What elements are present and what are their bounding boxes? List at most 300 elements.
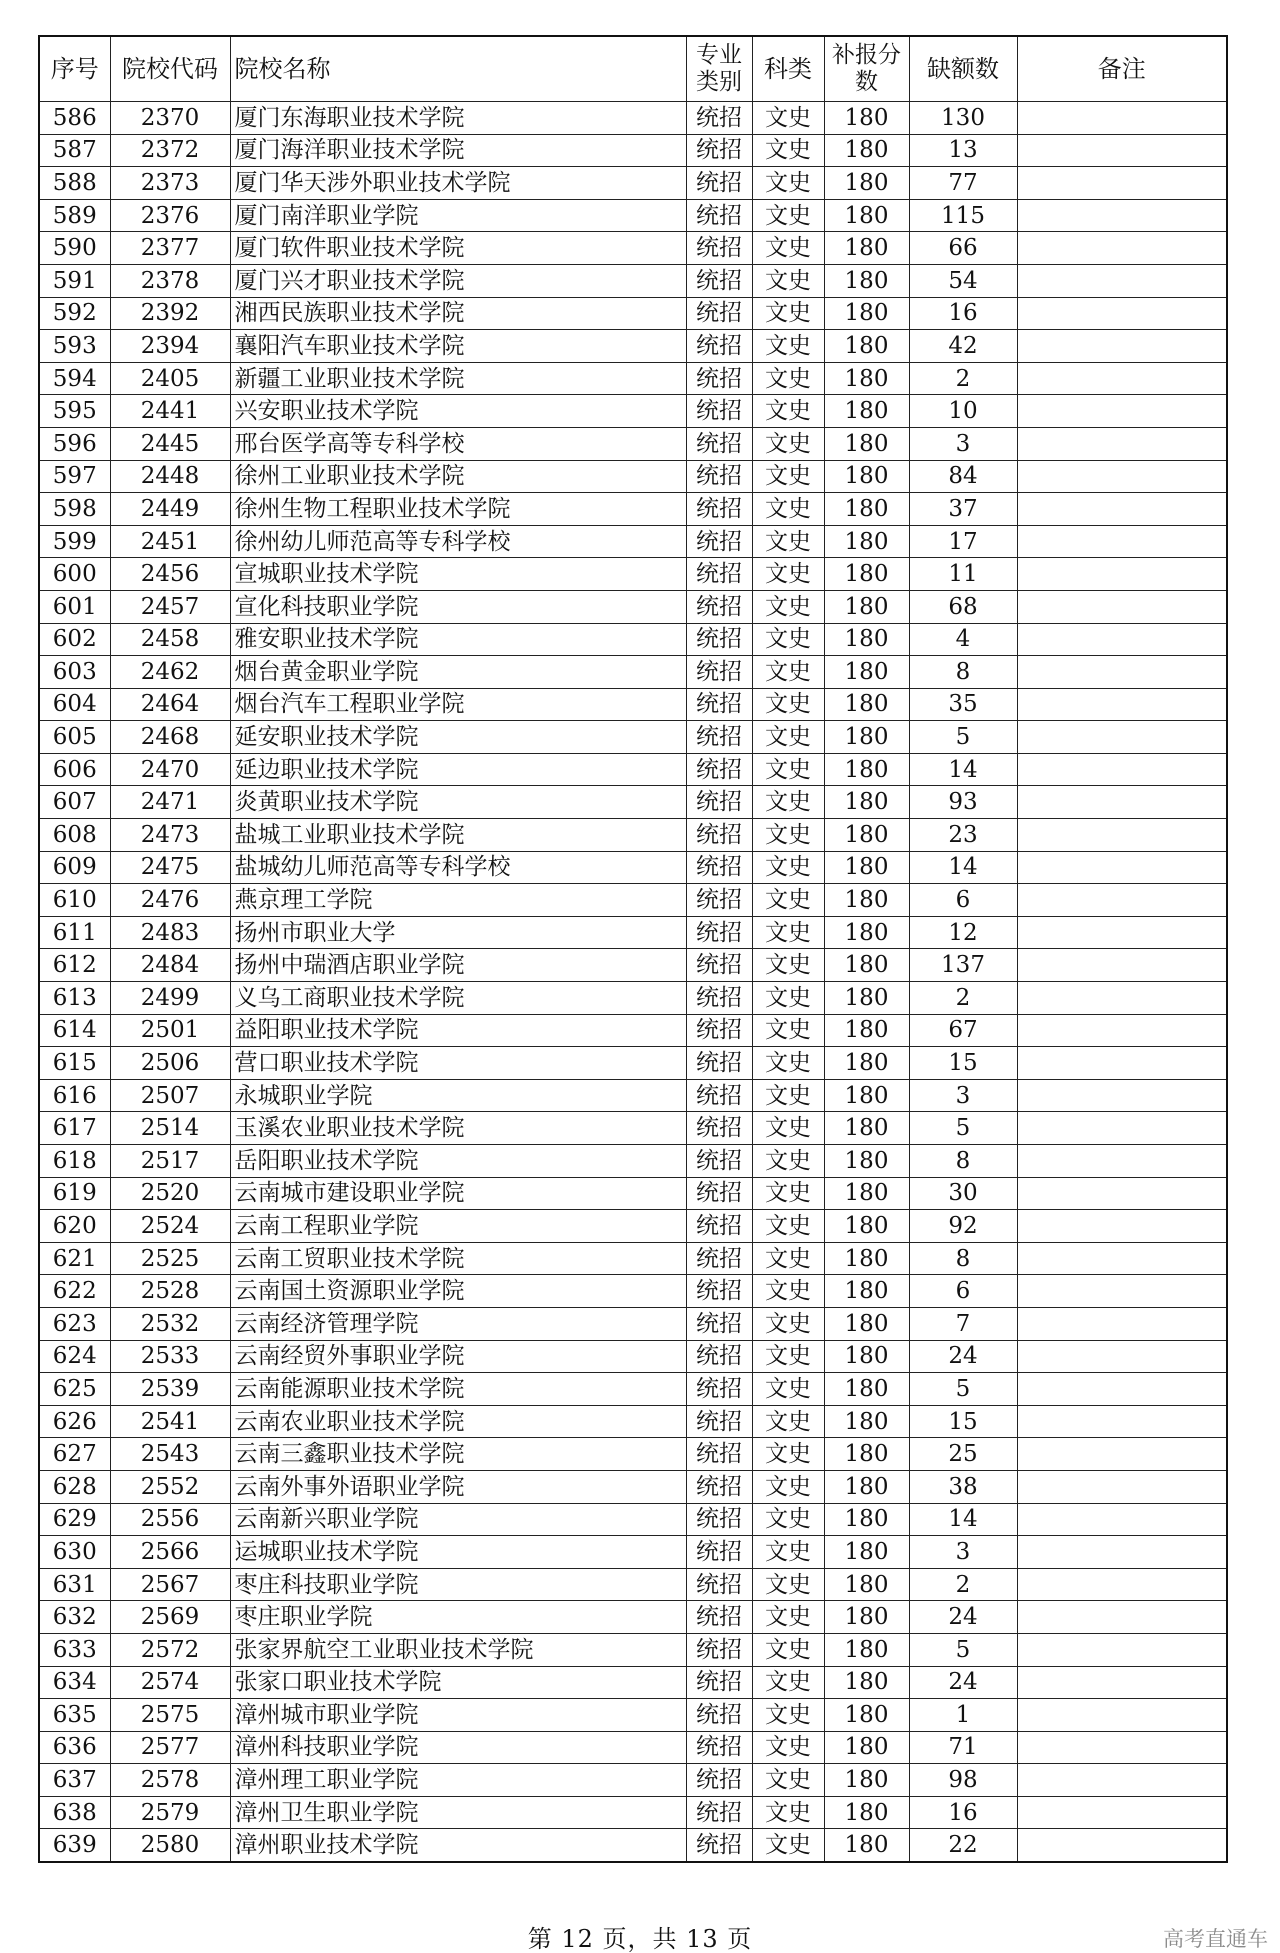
cell-seq: 624 <box>39 1340 110 1373</box>
cell-vacancies: 24 <box>909 1340 1017 1373</box>
cell-note <box>1017 688 1227 721</box>
cell-vacancies: 5 <box>909 721 1017 754</box>
cell-school-name: 玉溪农业职业技术学院 <box>230 1112 686 1145</box>
cell-major-category: 统招 <box>686 1307 752 1340</box>
cell-major-category: 统招 <box>686 362 752 395</box>
cell-vacancies: 17 <box>909 525 1017 558</box>
cell-note <box>1017 1014 1227 1047</box>
cell-subject: 文史 <box>752 330 824 363</box>
cell-subject: 文史 <box>752 1112 824 1145</box>
table-row <box>39 656 1227 689</box>
cell-subject: 文史 <box>752 297 824 330</box>
cell-vacancies: 6 <box>909 884 1017 917</box>
cell-major-category: 统招 <box>686 1079 752 1112</box>
cell-note <box>1017 1210 1227 1243</box>
cell-supplementary-score: 180 <box>824 1079 909 1112</box>
cell-school-code: 2471 <box>110 786 230 819</box>
cell-vacancies: 71 <box>909 1731 1017 1764</box>
cell-school-code: 2524 <box>110 1210 230 1243</box>
table-row <box>39 819 1227 852</box>
cell-school-code: 2574 <box>110 1666 230 1699</box>
cell-school-code: 2579 <box>110 1796 230 1829</box>
cell-seq: 638 <box>39 1796 110 1829</box>
cell-major-category: 统招 <box>686 786 752 819</box>
cell-school-code: 2370 <box>110 102 230 135</box>
cell-seq: 633 <box>39 1633 110 1666</box>
cell-vacancies: 3 <box>909 1536 1017 1569</box>
table-row <box>39 1112 1227 1145</box>
cell-major-category: 统招 <box>686 167 752 200</box>
cell-school-code: 2456 <box>110 558 230 591</box>
cell-supplementary-score: 180 <box>824 623 909 656</box>
cell-major-category: 统招 <box>686 134 752 167</box>
cell-note <box>1017 1242 1227 1275</box>
cell-seq: 634 <box>39 1666 110 1699</box>
cell-school-name: 盐城工业职业技术学院 <box>230 819 686 852</box>
cell-vacancies: 67 <box>909 1014 1017 1047</box>
cell-vacancies: 11 <box>909 558 1017 591</box>
cell-school-code: 2520 <box>110 1177 230 1210</box>
cell-school-code: 2499 <box>110 982 230 1015</box>
cell-subject: 文史 <box>752 232 824 265</box>
cell-subject: 文史 <box>752 1536 824 1569</box>
cell-subject: 文史 <box>752 656 824 689</box>
cell-school-name: 云南城市建设职业学院 <box>230 1177 686 1210</box>
cell-major-category: 统招 <box>686 1014 752 1047</box>
cell-vacancies: 8 <box>909 656 1017 689</box>
cell-note <box>1017 851 1227 884</box>
cell-school-code: 2556 <box>110 1503 230 1536</box>
header-note: 备注 <box>1017 36 1227 102</box>
cell-major-category: 统招 <box>686 297 752 330</box>
cell-supplementary-score: 180 <box>824 1829 909 1862</box>
cell-major-category: 统招 <box>686 590 752 623</box>
cell-school-name: 漳州城市职业学院 <box>230 1699 686 1732</box>
table-row <box>39 1405 1227 1438</box>
cell-school-code: 2528 <box>110 1275 230 1308</box>
cell-subject: 文史 <box>752 1568 824 1601</box>
cell-seq: 609 <box>39 851 110 884</box>
cell-school-name: 云南三鑫职业技术学院 <box>230 1438 686 1471</box>
cell-vacancies: 15 <box>909 1047 1017 1080</box>
cell-school-code: 2572 <box>110 1633 230 1666</box>
cell-note <box>1017 1373 1227 1406</box>
cell-note <box>1017 1536 1227 1569</box>
cell-supplementary-score: 180 <box>824 1568 909 1601</box>
cell-supplementary-score: 180 <box>824 362 909 395</box>
table-row <box>39 1731 1227 1764</box>
table-row <box>39 1633 1227 1666</box>
cell-note <box>1017 427 1227 460</box>
cell-supplementary-score: 180 <box>824 982 909 1015</box>
cell-subject: 文史 <box>752 623 824 656</box>
table-row <box>39 1242 1227 1275</box>
cell-note <box>1017 1177 1227 1210</box>
cell-supplementary-score: 180 <box>824 688 909 721</box>
cell-vacancies: 130 <box>909 102 1017 135</box>
table-row <box>39 884 1227 917</box>
cell-supplementary-score: 180 <box>824 1699 909 1732</box>
cell-school-code: 2578 <box>110 1764 230 1797</box>
cell-note <box>1017 1764 1227 1797</box>
cell-subject: 文史 <box>752 1699 824 1732</box>
header-supplementary-score: 补报分数 <box>824 36 909 102</box>
cell-school-name: 烟台汽车工程职业学院 <box>230 688 686 721</box>
cell-major-category: 统招 <box>686 102 752 135</box>
admissions-table <box>38 35 1228 1863</box>
cell-note <box>1017 330 1227 363</box>
cell-subject: 文史 <box>752 1210 824 1243</box>
cell-school-code: 2372 <box>110 134 230 167</box>
cell-school-code: 2470 <box>110 753 230 786</box>
cell-seq: 595 <box>39 395 110 428</box>
cell-subject: 文史 <box>752 1405 824 1438</box>
table-row <box>39 1177 1227 1210</box>
table-row <box>39 1275 1227 1308</box>
cell-subject: 文史 <box>752 1177 824 1210</box>
cell-note <box>1017 1601 1227 1634</box>
cell-vacancies: 14 <box>909 753 1017 786</box>
cell-supplementary-score: 180 <box>824 558 909 591</box>
cell-school-code: 2462 <box>110 656 230 689</box>
cell-school-name: 延安职业技术学院 <box>230 721 686 754</box>
cell-note <box>1017 134 1227 167</box>
cell-subject: 文史 <box>752 1470 824 1503</box>
cell-major-category: 统招 <box>686 1633 752 1666</box>
cell-supplementary-score: 180 <box>824 1764 909 1797</box>
cell-seq: 627 <box>39 1438 110 1471</box>
cell-school-name: 云南工程职业学院 <box>230 1210 686 1243</box>
cell-vacancies: 24 <box>909 1666 1017 1699</box>
cell-school-name: 厦门兴才职业技术学院 <box>230 264 686 297</box>
cell-major-category: 统招 <box>686 1764 752 1797</box>
page-footer <box>0 1925 1280 1953</box>
cell-subject: 文史 <box>752 1079 824 1112</box>
cell-school-name: 云南经济管理学院 <box>230 1307 686 1340</box>
cell-subject: 文史 <box>752 851 824 884</box>
cell-vacancies: 14 <box>909 1503 1017 1536</box>
cell-seq: 618 <box>39 1145 110 1178</box>
cell-supplementary-score: 180 <box>824 264 909 297</box>
cell-vacancies: 5 <box>909 1633 1017 1666</box>
cell-school-code: 2539 <box>110 1373 230 1406</box>
cell-school-code: 2501 <box>110 1014 230 1047</box>
cell-school-code: 2377 <box>110 232 230 265</box>
table-row <box>39 264 1227 297</box>
cell-school-name: 扬州中瑞酒店职业学院 <box>230 949 686 982</box>
cell-school-code: 2445 <box>110 427 230 460</box>
table-row <box>39 1079 1227 1112</box>
table-row <box>39 1047 1227 1080</box>
cell-vacancies: 137 <box>909 949 1017 982</box>
table-row <box>39 1340 1227 1373</box>
cell-seq: 636 <box>39 1731 110 1764</box>
table-row <box>39 1373 1227 1406</box>
cell-vacancies: 15 <box>909 1405 1017 1438</box>
cell-subject: 文史 <box>752 916 824 949</box>
cell-supplementary-score: 180 <box>824 884 909 917</box>
cell-seq: 635 <box>39 1699 110 1732</box>
cell-note <box>1017 493 1227 526</box>
table-row <box>39 460 1227 493</box>
cell-school-code: 2506 <box>110 1047 230 1080</box>
cell-supplementary-score: 180 <box>824 1666 909 1699</box>
cell-vacancies: 2 <box>909 982 1017 1015</box>
cell-seq: 598 <box>39 493 110 526</box>
cell-supplementary-score: 180 <box>824 1242 909 1275</box>
cell-vacancies: 30 <box>909 1177 1017 1210</box>
table-row <box>39 1470 1227 1503</box>
cell-school-name: 宣城职业技术学院 <box>230 558 686 591</box>
cell-subject: 文史 <box>752 1796 824 1829</box>
cell-subject: 文史 <box>752 395 824 428</box>
cell-vacancies: 2 <box>909 1568 1017 1601</box>
cell-school-name: 漳州科技职业学院 <box>230 1731 686 1764</box>
cell-major-category: 统招 <box>686 753 752 786</box>
cell-school-code: 2394 <box>110 330 230 363</box>
cell-supplementary-score: 180 <box>824 1047 909 1080</box>
cell-note <box>1017 1568 1227 1601</box>
cell-supplementary-score: 180 <box>824 525 909 558</box>
cell-subject: 文史 <box>752 1764 824 1797</box>
cell-major-category: 统招 <box>686 884 752 917</box>
cell-note <box>1017 949 1227 982</box>
cell-school-name: 永城职业学院 <box>230 1079 686 1112</box>
cell-seq: 639 <box>39 1829 110 1862</box>
cell-vacancies: 3 <box>909 427 1017 460</box>
cell-school-name: 云南国土资源职业学院 <box>230 1275 686 1308</box>
cell-vacancies: 4 <box>909 623 1017 656</box>
cell-school-code: 2457 <box>110 590 230 623</box>
cell-vacancies: 8 <box>909 1145 1017 1178</box>
cell-school-name: 漳州理工职业学院 <box>230 1764 686 1797</box>
cell-subject: 文史 <box>752 460 824 493</box>
cell-note <box>1017 1796 1227 1829</box>
cell-seq: 620 <box>39 1210 110 1243</box>
table-row <box>39 330 1227 363</box>
cell-seq: 625 <box>39 1373 110 1406</box>
cell-major-category: 统招 <box>686 819 752 852</box>
cell-vacancies: 24 <box>909 1601 1017 1634</box>
cell-subject: 文史 <box>752 1014 824 1047</box>
cell-seq: 593 <box>39 330 110 363</box>
cell-supplementary-score: 180 <box>824 1112 909 1145</box>
cell-supplementary-score: 180 <box>824 1633 909 1666</box>
cell-school-name: 云南经贸外事职业学院 <box>230 1340 686 1373</box>
cell-supplementary-score: 180 <box>824 949 909 982</box>
cell-note <box>1017 1666 1227 1699</box>
cell-major-category: 统招 <box>686 1112 752 1145</box>
cell-major-category: 统招 <box>686 982 752 1015</box>
cell-seq: 601 <box>39 590 110 623</box>
table-row <box>39 753 1227 786</box>
cell-vacancies: 38 <box>909 1470 1017 1503</box>
cell-supplementary-score: 180 <box>824 590 909 623</box>
cell-major-category: 统招 <box>686 1275 752 1308</box>
cell-seq: 588 <box>39 167 110 200</box>
cell-vacancies: 10 <box>909 395 1017 428</box>
cell-school-code: 2533 <box>110 1340 230 1373</box>
cell-seq: 587 <box>39 134 110 167</box>
cell-seq: 591 <box>39 264 110 297</box>
cell-school-name: 盐城幼儿师范高等专科学校 <box>230 851 686 884</box>
cell-school-name: 运城职业技术学院 <box>230 1536 686 1569</box>
cell-seq: 621 <box>39 1242 110 1275</box>
cell-supplementary-score: 180 <box>824 102 909 135</box>
cell-seq: 608 <box>39 819 110 852</box>
cell-note <box>1017 1731 1227 1764</box>
cell-supplementary-score: 180 <box>824 493 909 526</box>
cell-vacancies: 93 <box>909 786 1017 819</box>
table-row <box>39 1829 1227 1862</box>
cell-vacancies: 5 <box>909 1373 1017 1406</box>
table-row <box>39 916 1227 949</box>
table-row <box>39 199 1227 232</box>
cell-school-code: 2449 <box>110 493 230 526</box>
cell-seq: 612 <box>39 949 110 982</box>
cell-note <box>1017 1307 1227 1340</box>
cell-major-category: 统招 <box>686 1666 752 1699</box>
cell-note <box>1017 525 1227 558</box>
cell-school-name: 益阳职业技术学院 <box>230 1014 686 1047</box>
cell-supplementary-score: 180 <box>824 1275 909 1308</box>
cell-school-name: 炎黄职业技术学院 <box>230 786 686 819</box>
cell-school-name: 燕京理工学院 <box>230 884 686 917</box>
cell-note <box>1017 786 1227 819</box>
cell-supplementary-score: 180 <box>824 134 909 167</box>
cell-seq: 597 <box>39 460 110 493</box>
table-row <box>39 493 1227 526</box>
cell-vacancies: 23 <box>909 819 1017 852</box>
cell-supplementary-score: 180 <box>824 1145 909 1178</box>
table-row <box>39 623 1227 656</box>
cell-supplementary-score: 180 <box>824 1470 909 1503</box>
cell-supplementary-score: 180 <box>824 1014 909 1047</box>
cell-seq: 596 <box>39 427 110 460</box>
header-seq: 序号 <box>39 36 110 102</box>
cell-seq: 607 <box>39 786 110 819</box>
cell-school-code: 2580 <box>110 1829 230 1862</box>
cell-subject: 文史 <box>752 1047 824 1080</box>
cell-vacancies: 37 <box>909 493 1017 526</box>
cell-school-code: 2552 <box>110 1470 230 1503</box>
table-row <box>39 721 1227 754</box>
cell-major-category: 统招 <box>686 851 752 884</box>
cell-major-category: 统招 <box>686 1340 752 1373</box>
cell-seq: 629 <box>39 1503 110 1536</box>
cell-seq: 592 <box>39 297 110 330</box>
cell-supplementary-score: 180 <box>824 656 909 689</box>
cell-school-name: 徐州生物工程职业技术学院 <box>230 493 686 526</box>
cell-major-category: 统招 <box>686 558 752 591</box>
cell-school-name: 张家界航空工业职业技术学院 <box>230 1633 686 1666</box>
header-school-code: 院校代码 <box>110 36 230 102</box>
cell-seq: 617 <box>39 1112 110 1145</box>
cell-subject: 文史 <box>752 884 824 917</box>
cell-seq: 604 <box>39 688 110 721</box>
cell-major-category: 统招 <box>686 916 752 949</box>
cell-school-name: 张家口职业技术学院 <box>230 1666 686 1699</box>
cell-seq: 623 <box>39 1307 110 1340</box>
table-row <box>39 1503 1227 1536</box>
cell-supplementary-score: 180 <box>824 232 909 265</box>
cell-school-name: 云南工贸职业技术学院 <box>230 1242 686 1275</box>
cell-school-code: 2507 <box>110 1079 230 1112</box>
cell-school-name: 湘西民族职业技术学院 <box>230 297 686 330</box>
cell-note <box>1017 297 1227 330</box>
cell-seq: 628 <box>39 1470 110 1503</box>
cell-major-category: 统招 <box>686 1536 752 1569</box>
cell-subject: 文史 <box>752 819 824 852</box>
cell-school-name: 烟台黄金职业学院 <box>230 656 686 689</box>
cell-note <box>1017 362 1227 395</box>
cell-major-category: 统招 <box>686 525 752 558</box>
cell-seq: 603 <box>39 656 110 689</box>
cell-major-category: 统招 <box>686 1210 752 1243</box>
cell-school-code: 2448 <box>110 460 230 493</box>
cell-note <box>1017 1829 1227 1862</box>
cell-seq: 610 <box>39 884 110 917</box>
cell-supplementary-score: 180 <box>824 721 909 754</box>
cell-note <box>1017 819 1227 852</box>
cell-major-category: 统招 <box>686 232 752 265</box>
table-row <box>39 1699 1227 1732</box>
cell-note <box>1017 460 1227 493</box>
cell-school-name: 云南外事外语职业学院 <box>230 1470 686 1503</box>
cell-school-code: 2476 <box>110 884 230 917</box>
cell-school-name: 义乌工商职业技术学院 <box>230 982 686 1015</box>
table-row <box>39 395 1227 428</box>
cell-school-name: 云南新兴职业学院 <box>230 1503 686 1536</box>
table-row <box>39 1601 1227 1634</box>
cell-vacancies: 54 <box>909 264 1017 297</box>
cell-vacancies: 2 <box>909 362 1017 395</box>
cell-subject: 文史 <box>752 1242 824 1275</box>
cell-note <box>1017 656 1227 689</box>
header-row <box>39 36 1227 102</box>
cell-vacancies: 42 <box>909 330 1017 363</box>
cell-note <box>1017 916 1227 949</box>
cell-seq: 630 <box>39 1536 110 1569</box>
cell-subject: 文史 <box>752 1438 824 1471</box>
table-row <box>39 1536 1227 1569</box>
cell-vacancies: 66 <box>909 232 1017 265</box>
cell-vacancies: 92 <box>909 1210 1017 1243</box>
cell-vacancies: 13 <box>909 134 1017 167</box>
cell-major-category: 统招 <box>686 1796 752 1829</box>
cell-subject: 文史 <box>752 1275 824 1308</box>
cell-seq: 631 <box>39 1568 110 1601</box>
cell-school-code: 2525 <box>110 1242 230 1275</box>
table-row <box>39 1666 1227 1699</box>
cell-note <box>1017 1699 1227 1732</box>
cell-note <box>1017 884 1227 917</box>
cell-school-name: 徐州工业职业技术学院 <box>230 460 686 493</box>
cell-vacancies: 8 <box>909 1242 1017 1275</box>
cell-subject: 文史 <box>752 525 824 558</box>
cell-supplementary-score: 180 <box>824 1503 909 1536</box>
cell-major-category: 统招 <box>686 199 752 232</box>
cell-subject: 文史 <box>752 1373 824 1406</box>
table-row <box>39 1210 1227 1243</box>
cell-seq: 622 <box>39 1275 110 1308</box>
cell-note <box>1017 102 1227 135</box>
cell-school-name: 厦门东海职业技术学院 <box>230 102 686 135</box>
cell-subject: 文史 <box>752 982 824 1015</box>
cell-major-category: 统招 <box>686 1047 752 1080</box>
cell-vacancies: 7 <box>909 1307 1017 1340</box>
cell-seq: 602 <box>39 623 110 656</box>
